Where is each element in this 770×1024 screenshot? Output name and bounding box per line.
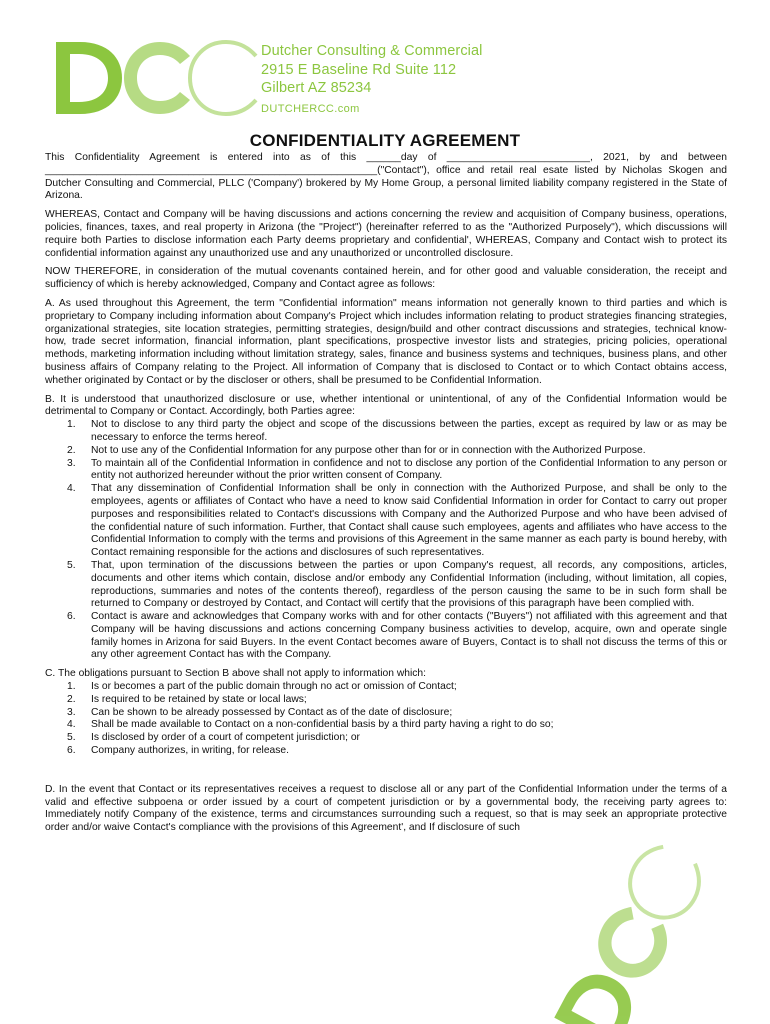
list-number: 4. [67, 719, 76, 731]
list-item [45, 419, 727, 445]
list-item [45, 681, 727, 694]
list-number: 1. [67, 419, 76, 431]
list-item [45, 719, 727, 732]
list-number: 2. [67, 444, 76, 456]
list-number: 6. [67, 611, 76, 623]
list-text: Not to use any of the Confidential Information for any purpose other than for or in connection with the Authorized Purpose. [91, 444, 646, 456]
list-number: 5. [67, 732, 76, 744]
list-text: Can be shown to be already possessed by Contact as of the date of disclosure; [91, 706, 453, 718]
list-number: 2. [67, 693, 76, 705]
list-number: 3. [67, 706, 76, 718]
website-link[interactable]: DUTCHERCC.com [261, 102, 360, 115]
list-item [45, 707, 727, 720]
section-d-paragraph: D. In the event that Contact or its representatives receives a request to disclose all or any part of the Confidential Information under the terms of a valid and effective subpoena or order issued by a court of competent jurisdiction or by a governmental body, the receiving party agrees to: Immediately notify Company of the existence, terms and circumstances surrounding such a request, so that is may seek an appropriate protective order and/or waive Contact's compliance with the provisions of this Agreement', and If disclosure of such [45, 783, 727, 834]
address-line-2: Gilbert AZ 85234 [261, 80, 372, 96]
document-title: CONFIDENTIALITY AGREEMENT [249, 131, 521, 150]
list-text: Is required to be retained by state or local laws; [91, 693, 307, 705]
list-text: Not to disclose to any third party the object and scope of the discussions between the parties, except as required by law or as may be necessary to enforce the terms hereof. [91, 419, 727, 443]
list-text: Company authorizes, in writing, for release. [91, 745, 290, 757]
section-a-paragraph: A. As used throughout this Agreement, the term "Confidential information" means information not generally known to third parties and which is proprietary to Company including information about Company's Project which includes information relating to product strategies financing strategies, organizational strategies, site location strategies, permitting strategies, design/build and other contract discussions and strategies, technical know-how, trade secret information, financial information, plant specifications, prospective investor lists and strategies, pricing policies, operational methods, marketing information including without limitation strategy, sales, finance and business systems and techniques, business plans, and other business affairs of Company relating to the Project. All information of Company that is disclosed to Contact or to which Contact obtains access, whether originated by Contact or by the discloser or others, shall be presumed to be Confidential Information. [45, 297, 727, 386]
whereas-paragraph: WHEREAS, Contact and Company will be having discussions and actions concerning the review and acquisition of Company business, operations, policies, finances, taxes, and real property in Arizona (the "Project") (hereinafter referred to as the "Authorized Purposely"), which discussions will require both Parties to disclose information each Party deems proprietary and confidential', WHEREAS, Company and Contact wish to protect its confidential information against any unauthorized use and any unauthorized or uncontrolled disclosure. [45, 209, 727, 259]
list-text: That, upon termination of the discussions between the parties or upon Company's request, all records, any compositions, articles, documents and other items which contain, disclose and/or embody any Confidential Information (including, without limitation, all copies, reproductions, summaries and notes of the contents thereof), regardless of the person causing the same to be in such form shall be returned to Company or destroyed by Contact, and Contact will certify that the provisions of this paragraph have been complied with. [91, 559, 727, 610]
list-text: To maintain all of the Confidential Information in confidence and not to disclose any portion of the Confidential Information to any person or entity not authorized hereunder without the prior written consent of Company. [91, 457, 727, 482]
list-text: Is or becomes a part of the public domain through no act or omission of Contact; [91, 681, 457, 693]
list-number: 5. [67, 559, 76, 571]
list-item [45, 694, 727, 707]
list-item [45, 745, 727, 758]
section-c-intro: C. The obligations pursuant to Section B above shall not apply to information which: [45, 668, 427, 680]
list-item [45, 458, 727, 484]
list-text: Is disclosed by order of a court of competent jurisdiction; or [91, 732, 360, 744]
list-item [45, 611, 727, 662]
now-therefore-paragraph: NOW THEREFORE, in consideration of the mutual covenants contained herein, and for other good and valuable consideration, the receipt and sufficiency of which is hereby acknowledged, Company and Contact agree as follows: [45, 266, 727, 291]
list-text: Contact is aware and acknowledges that Company works with and for other contacts ("Buyers") not affiliated with this agreement and that Company will be having discussions and actions concerning Company business activities to develop, acquire, own and operate single family homes in Arizona for said Buyers. In the event Contact becomes aware of Buyers, Contact is to shall not discuss the terms of this or any other agreement Contact has with the Company. [91, 611, 727, 661]
address-line-1: 2915 E Baseline Rd Suite 112 [261, 61, 457, 78]
dcc-logo-icon [50, 38, 260, 118]
section-b-list [45, 419, 727, 662]
company-info [261, 42, 483, 118]
list-item [45, 560, 727, 611]
section-b-intro: B. It is understood that unauthorized disclosure or use, whether intentional or unintentional, of any of the Confidential Information would be detrimental to Company or Contact. Accordingly, both Parties agree: [45, 393, 727, 418]
list-text: That any dissemination of Confidential Information shall be only in connection with the Authorized Purpose, and shall be only to the employees, agents or affiliates of Contact who have a need to know said Confidential Information in order for Contact to carry out proper purposes and responsibilities related to Contact's discussions with Company and the Authorized Purpose and who have been advised of the confidential nature of such information. Further, that Contact shall cause such employees, agents and affiliates who have access to the Confidential Information to comply with the terms and provisions of this Agreement in the same manner as each party is bound hereby, with Contact remaining responsible for the actions and disclosures of such representatives. [91, 483, 727, 559]
list-number: 3. [67, 457, 76, 469]
company-logo [50, 38, 260, 118]
list-number: 6. [67, 745, 76, 757]
list-number: 1. [67, 681, 76, 693]
company-name: Dutcher Consulting & Commercial [261, 43, 483, 59]
section-c-list [45, 681, 727, 758]
agreement-body [45, 152, 727, 841]
list-number: 4. [67, 483, 76, 495]
list-item [45, 483, 727, 560]
list-item [45, 445, 727, 458]
list-item [45, 732, 727, 745]
list-text: Shall be made available to Contact on a non-confidential basis by a third party having a right to do so; [91, 719, 554, 731]
intro-paragraph: This Confidentiality Agreement is entered into as of this ______day of _________________________, 2021, by and between __________________________________________________________("Contact"), office and retail real esate listed by Nicholas Skogen and Dutcher Consulting and Commercial, PLLC ('Company') brokered by My Home Group, a personal limited liability company registered in the State of Arizona. [45, 152, 727, 202]
